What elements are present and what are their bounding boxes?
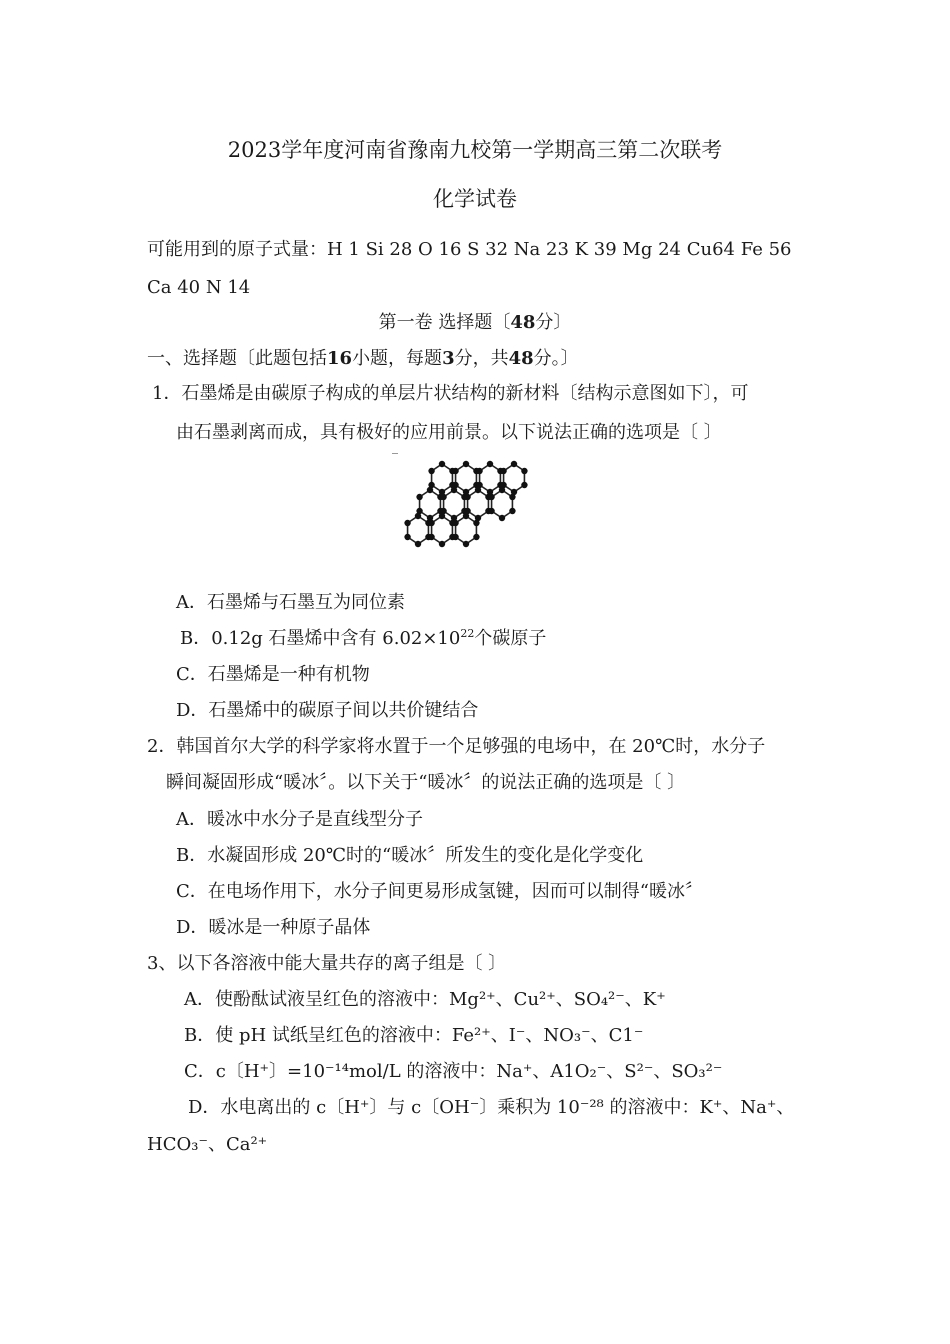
part-heading: 第一卷 选择题〔48分〕 xyxy=(378,312,572,333)
carbon-atom xyxy=(439,461,445,467)
q1-option-b: B．0.12g 石墨烯中含有 $6.02\times 10^{22}$个碳原子 xyxy=(180,627,547,649)
carbon-atom xyxy=(521,482,527,488)
exam-title: 2023学年度河南省豫南九校第一学期高三第二次联考 xyxy=(227,138,723,162)
carbon-atom xyxy=(500,468,506,474)
carbon-atom xyxy=(475,487,481,493)
q3-option-d-line1: D．水电离出的 c〔H⁺〕与 c〔OH⁻〕乘积为 10⁻²⁸ 的溶液中：K⁺、Na⁺、 xyxy=(188,1097,795,1118)
q3-option-b: B．使 pH 试纸呈红色的溶液中：Fe²⁺、I⁻、NO₃⁻、C1⁻ xyxy=(184,1025,644,1046)
carbon-atom xyxy=(415,541,421,547)
carbon-atom xyxy=(464,494,470,500)
carbon-atom xyxy=(487,461,493,467)
carbon-atom xyxy=(521,468,527,474)
carbon-atom xyxy=(476,468,482,474)
carbon-atom xyxy=(509,508,515,514)
q2-option-b: B．水凝固形成 20℃时的“暖冰〞所发生的变化是化学变化 xyxy=(176,845,644,866)
q2-option-d: D．暖冰是一种原子晶体 xyxy=(176,917,371,938)
carbon-atom xyxy=(452,468,458,474)
carbon-atom xyxy=(463,541,469,547)
hexagon-ring xyxy=(444,490,465,518)
carbon-atom xyxy=(404,534,410,540)
carbon-atom xyxy=(427,487,433,493)
q3-stem: 3、以下各溶液中能大量共存的离子组是〔 〕 xyxy=(147,953,507,974)
exam-subtitle: 化学试卷 xyxy=(433,187,517,211)
q2-stem-line2: 瞬间凝固形成“暖冰〞。以下关于“暖冰〞的说法正确的选项是〔 〕 xyxy=(166,772,686,793)
hexagon-ring xyxy=(456,464,477,492)
carbon-atom xyxy=(452,520,458,526)
q1-option-a: A．石墨烯与石墨互为同位素 xyxy=(176,592,405,613)
carbon-atom xyxy=(509,494,515,500)
q3-option-d-line2: HCO₃⁻、Ca²⁺ xyxy=(147,1134,268,1155)
carbon-atom xyxy=(404,520,410,526)
hexagon-ring xyxy=(492,490,513,518)
carbon-atom xyxy=(452,534,458,540)
hexagon-ring xyxy=(408,516,429,544)
atomic-masses-line2: Ca 40 N 14 xyxy=(147,277,251,298)
carbon-atom xyxy=(499,487,505,493)
section-heading: 一、选择题〔此题包括16小题，每题3分，共48分。〕 xyxy=(147,348,579,369)
q1-option-d: D．石墨烯中的碳原子间以共价键结合 xyxy=(176,700,479,721)
carbon-atom xyxy=(473,520,479,526)
carbon-atom xyxy=(415,513,421,519)
carbon-atom xyxy=(499,515,505,521)
q3-option-a: A．使酚酞试液呈红色的溶液中：Mg²⁺、Cu²⁺、SO₄²⁻、K⁺ xyxy=(184,989,666,1010)
carbon-atom xyxy=(473,534,479,540)
q1-stem-line1: 1．石墨烯是由碳原子构成的单层片状结构的新材料〔结构示意图如下〕，可 xyxy=(152,383,749,404)
hexagon-ring xyxy=(432,516,453,544)
q1-stem-line2: 由石墨剥离而成，具有极好的应用前景。以下说法正确的选项是〔 〕 xyxy=(176,422,722,443)
carbon-atom xyxy=(463,513,469,519)
carbon-atom xyxy=(428,468,434,474)
hexagon-ring xyxy=(468,490,489,518)
carbon-atom xyxy=(451,487,457,493)
graphene-structure-figure xyxy=(388,452,538,556)
hexagon-ring xyxy=(456,516,477,544)
hexagon-ring xyxy=(432,464,453,492)
q1-option-c: C．石墨烯是一种有机物 xyxy=(176,664,370,685)
carbon-atom xyxy=(439,541,445,547)
carbon-atom xyxy=(488,494,494,500)
hexagon-ring xyxy=(420,490,441,518)
atomic-masses-line1: 可能用到的原子式量：H 1 Si 28 O 16 S 32 Na 23 K 39 Mg 24 Cu64 Fe 56 xyxy=(147,239,792,260)
hexagon-ring xyxy=(504,464,525,492)
carbon-atom xyxy=(428,534,434,540)
carbon-atom xyxy=(428,520,434,526)
carbon-atom xyxy=(488,508,494,514)
hexagon-ring xyxy=(480,464,501,492)
carbon-atom xyxy=(440,494,446,500)
q2-option-a: A．暖冰中水分子是直线型分子 xyxy=(176,809,423,830)
carbon-atom xyxy=(463,461,469,467)
q3-option-c: C．c〔H⁺〕=10⁻¹⁴mol/L 的溶液中：Na⁺、A1O₂⁻、S²⁻、SO₃²⁻ xyxy=(184,1061,723,1082)
q2-option-c: C．在电场作用下，水分子间更易形成氢键，因而可以制得“暖冰〞 xyxy=(176,881,703,902)
carbon-atom xyxy=(416,494,422,500)
carbon-atom xyxy=(439,513,445,519)
q2-stem-line1: 2．韩国首尔大学的科学家将水置于一个足够强的电场中，在 20℃时，水分子 xyxy=(147,736,766,757)
carbon-atom xyxy=(511,461,517,467)
